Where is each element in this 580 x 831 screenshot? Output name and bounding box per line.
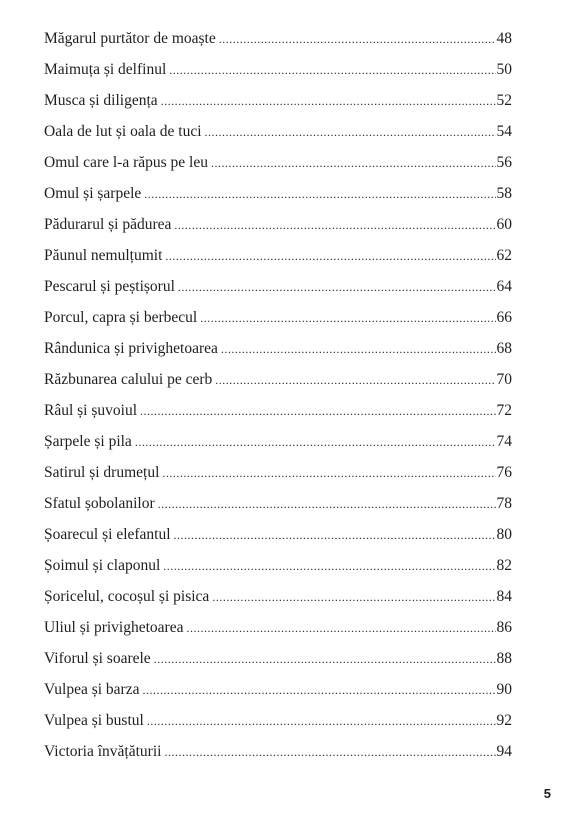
toc-entry — [44, 464, 512, 495]
toc-entry — [44, 619, 512, 650]
toc-entry-title: Victoria învățăturii — [44, 743, 162, 760]
toc-entry-title: Uliul și privighetoarea — [44, 619, 184, 636]
toc-entry-page: 72 — [496, 402, 512, 419]
dot-leader — [186, 621, 495, 636]
toc-entry-title: Măgarul purtător de moaște — [44, 30, 216, 47]
toc-entry-page: 82 — [496, 557, 512, 574]
toc-entry — [44, 123, 512, 154]
toc-entry — [44, 402, 512, 433]
dot-leader — [135, 435, 496, 450]
toc-entry-page: 94 — [496, 743, 512, 760]
toc-entry — [44, 712, 512, 743]
toc-entry — [44, 278, 512, 309]
toc-entry — [44, 557, 512, 588]
toc-entry-page: 56 — [496, 154, 512, 171]
toc-entry — [44, 681, 512, 712]
toc-entry-page: 50 — [496, 61, 512, 78]
toc-entry-page: 48 — [496, 30, 512, 47]
toc-entry-title: Șarpele și pila — [44, 433, 132, 450]
toc-entry — [44, 588, 512, 619]
toc-entry — [44, 743, 512, 774]
toc-entry-page: 66 — [496, 309, 512, 326]
toc-entry-title: Sfatul șobolanilor — [44, 495, 155, 512]
toc-entry — [44, 30, 512, 61]
toc-entry-page: 76 — [496, 464, 512, 481]
toc-entry — [44, 495, 512, 526]
toc-entry — [44, 185, 512, 216]
dot-leader — [142, 683, 495, 698]
toc-entry — [44, 340, 512, 371]
dot-leader — [212, 590, 495, 605]
toc-entry-page: 68 — [496, 340, 512, 357]
toc-entry-title: Viforul și soarele — [44, 650, 151, 667]
toc-entry-page: 80 — [496, 526, 512, 543]
page-number: 5 — [543, 786, 551, 801]
toc-entry-page: 58 — [496, 185, 512, 202]
toc-entry — [44, 526, 512, 557]
toc-entry — [44, 371, 512, 402]
toc-entry-title: Păunul nemulțumit — [44, 247, 163, 264]
dot-leader — [174, 528, 496, 543]
toc-entry-title: Șoimul și claponul — [44, 557, 161, 574]
toc-entry-page: 52 — [496, 92, 512, 109]
toc-entry-title: Vulpea și bustul — [44, 712, 144, 729]
toc-entry-title: Rândunica și privighetoarea — [44, 340, 218, 357]
toc-entry-page: 92 — [496, 712, 512, 729]
dot-leader — [200, 311, 495, 326]
dot-leader — [219, 32, 496, 47]
toc-entry-title: Pădurarul și pădurea — [44, 216, 172, 233]
toc-entry-title: Oala de lut și oala de tuci — [44, 123, 202, 140]
toc-entry-title: Porcul, capra și berbecul — [44, 309, 198, 326]
toc-entry-page: 60 — [496, 216, 512, 233]
dot-leader — [174, 218, 495, 233]
toc-entry-title: Omul și șarpele — [44, 185, 142, 202]
toc-entry-page: 88 — [496, 650, 512, 667]
toc-entry-page: 54 — [496, 123, 512, 140]
toc-entry-title: Răzbunarea calului pe cerb — [44, 371, 213, 388]
table-of-contents — [44, 30, 512, 774]
dot-leader — [154, 652, 496, 667]
dot-leader — [215, 373, 495, 388]
toc-entry-page: 78 — [496, 495, 512, 512]
dot-leader — [144, 187, 495, 202]
dot-leader — [162, 466, 495, 481]
toc-entry-title: Pescarul și peștișorul — [44, 278, 175, 295]
toc-entry-page: 62 — [496, 247, 512, 264]
toc-entry — [44, 433, 512, 464]
toc-entry-page: 84 — [496, 588, 512, 605]
toc-entry — [44, 650, 512, 681]
toc-entry — [44, 61, 512, 92]
dot-leader — [163, 559, 495, 574]
toc-entry — [44, 216, 512, 247]
dot-leader — [205, 125, 496, 140]
dot-leader — [161, 94, 496, 109]
dot-leader — [221, 342, 496, 357]
toc-entry — [44, 247, 512, 278]
toc-entry-title: Maimuța și delfinul — [44, 61, 167, 78]
toc-entry-page: 74 — [496, 433, 512, 450]
dot-leader — [164, 745, 495, 760]
toc-entry-title: Vulpea și barza — [44, 681, 140, 698]
toc-entry-title: Șoricelul, cocoșul și pisica — [44, 588, 210, 605]
dot-leader — [169, 63, 495, 78]
toc-entry-page: 90 — [496, 681, 512, 698]
toc-entry-page: 70 — [496, 371, 512, 388]
dot-leader — [211, 156, 496, 171]
dot-leader — [165, 249, 495, 264]
toc-entry-title: Râul și șuvoiul — [44, 402, 138, 419]
dot-leader — [158, 497, 496, 512]
dot-leader — [140, 404, 495, 419]
toc-entry-title: Omul care l-a răpus pe leu — [44, 154, 208, 171]
toc-entry — [44, 154, 512, 185]
toc-entry-page: 64 — [496, 278, 512, 295]
toc-entry-page: 86 — [496, 619, 512, 636]
toc-entry-title: Musca și diligența — [44, 92, 158, 109]
dot-leader — [178, 280, 496, 295]
toc-entry-title: Șoarecul și elefantul — [44, 526, 171, 543]
toc-entry — [44, 92, 512, 123]
dot-leader — [147, 714, 496, 729]
toc-entry-title: Satirul și drumețul — [44, 464, 160, 481]
toc-entry — [44, 309, 512, 340]
